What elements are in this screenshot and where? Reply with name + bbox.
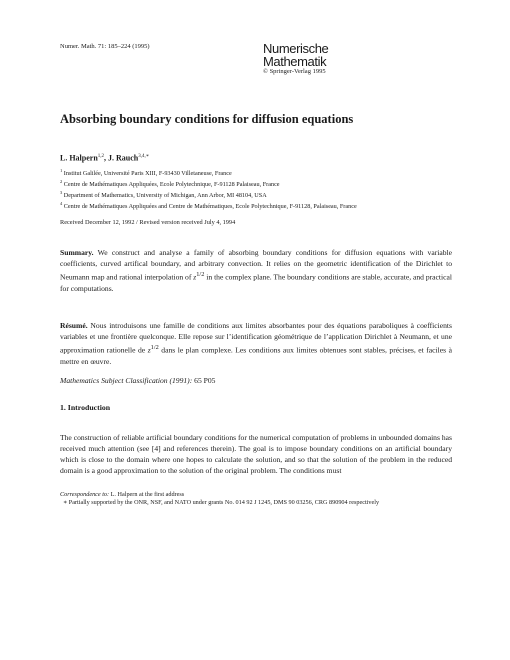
affiliation-list [60,167,455,211]
section-heading-introduction: 1. Introduction [60,403,111,412]
author-line [60,153,149,163]
affiliation-item [60,178,455,189]
author-1-affil: 1,2 [97,154,105,159]
summary-math-base: z [193,272,197,282]
resume-math-exponent: 1/2 [150,344,159,351]
footnote-star-mark: ∗ [63,499,68,506]
author-2-affil: 3,4,∗ [138,154,150,159]
summary-label: Summary. [60,248,94,257]
journal-masthead [263,42,328,76]
resume-label: Résumé. [60,321,88,330]
affiliation-text: Centre de Mathématiques Appliquées and Centre de Mathématiques, Ecole Polytechnique, F-91128, Palaiseau, France [63,203,357,211]
summary-paragraph [60,247,452,294]
affiliation-item [60,200,455,211]
funding-text: Partially supported by the ONR, NSF, and NATO under grants No. 014 92 J 1245, DMS 90 03256, CRG 890904 respectively [67,499,380,506]
author-1-name: L. Halpern [60,153,98,163]
affiliation-text: Department of Mathematics, University of Michigan, Ann Arbor, MI 48104, USA [63,192,267,200]
affiliation-number: 3 [60,190,63,196]
summary-math-exponent: 1/2 [196,271,205,278]
affiliation-item [60,189,455,200]
affiliation-text: Centre de Mathématiques Appliquées, Ecole Polytechnique, F-91128 Palaiseau, France [63,181,280,189]
affiliation-item [60,167,455,178]
copyright-line: © Springer-Verlag 1995 [263,68,326,75]
journal-brand-line2: Mathematik [263,54,327,69]
affiliation-text: Institut Galilée, Université Paris XIII, F-93430 Villetaneuse, France [63,170,232,178]
affiliation-number: 1 [60,168,63,173]
journal-reference: Numer. Math. 71: 185–224 (1995) [60,43,150,50]
paper-title: Absorbing boundary conditions for diffusion equations [60,112,354,126]
correspondence-footnote [60,491,455,499]
resume-text-2: dans le plan complexe. Les conditions aux limites obtenues sont stables, précises, et faciles à mettre en œuvre. [60,345,452,366]
resume-text-1: Nous introduisons une famille de conditions aux limites absorbantes pour des équations paraboliques à coefficients variables et une frontière quelconque. Elle repose sur l’identification géométrique de l’application Dirichlet à Neumann, et une approximation rationelle de [60,321,452,355]
msc-line [60,375,452,386]
author-separator: , [104,153,109,163]
footnotes [60,491,455,507]
introduction-paragraph: The construction of reliable artificial boundary conditions for the numerical computation of problems in unbounded domains has received much attention (see [4] and references therein). The goal is to impose boundary conditions on an artificial boundary which is close to the domain where one hopes to calculate the solution, and so that the solution of the problem in the reduced domain is a good approximation to the solution of the original problem. The conditions must [60,433,452,475]
correspondence-text: L. Halpern at the first address [109,491,185,498]
resume-paragraph [60,320,452,367]
msc-label: Mathematics Subject Classification (1991): [60,376,193,385]
resume-math-base: z [147,345,151,355]
affiliation-number: 2 [60,179,63,185]
author-2-name: J. Rauch [108,153,139,163]
correspondence-label: Correspondence to: [60,491,110,498]
received-dates: Received December 12, 1992 / Revised version received July 4, 1994 [60,219,236,226]
summary-text-2: in the complex plane. The boundary conditions are stable, accurate, and practical for computations. [60,272,452,293]
journal-brand-line1: Numerische [263,41,329,56]
affiliation-number: 4 [60,201,63,207]
msc-value: 65 P05 [192,376,216,385]
summary-text-1: We construct and analyse a family of absorbing boundary conditions for diffusion equations with variable coefficients, curved artifical boundary, and arbitrary convection. It relies on the geometric identification of the Dirichlet to Neumann map and rational interpolation of [60,248,452,282]
funding-footnote [60,499,455,507]
